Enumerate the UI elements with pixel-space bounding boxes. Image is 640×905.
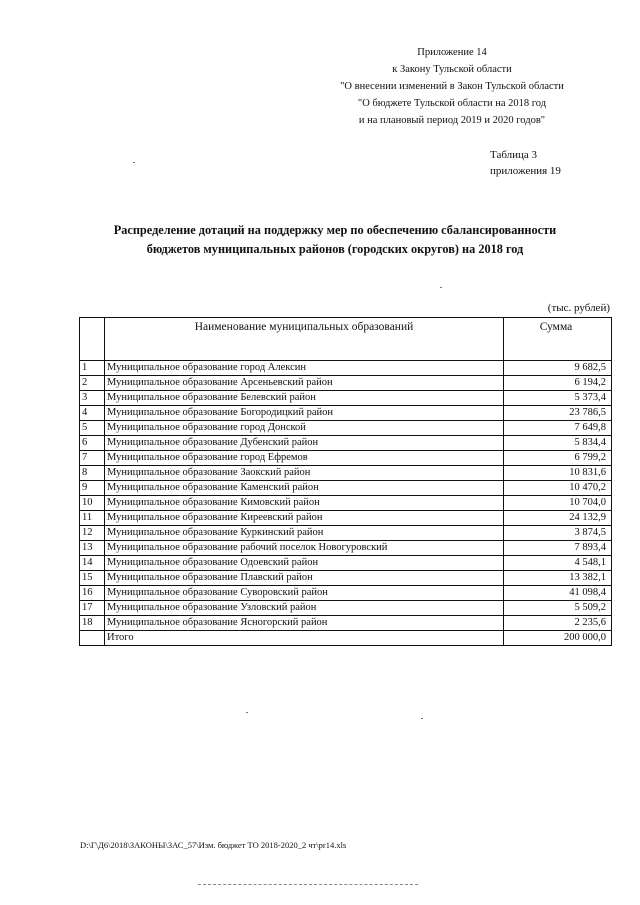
row-sum-cell: 3 874,5 xyxy=(504,526,612,541)
table-reference xyxy=(490,147,610,179)
row-number-cell: 17 xyxy=(80,601,105,616)
table-row xyxy=(80,526,612,541)
row-name-cell: Муниципальное образование город Донской xyxy=(105,421,504,436)
title-line-1: Распределение дотаций на поддержку мер по обеспечению сбалансированности xyxy=(113,223,557,237)
row-name-cell: Муниципальное образование Ясногорский район xyxy=(105,616,504,631)
header-number-cell xyxy=(80,318,105,361)
appendix-line-1: Приложение 14 xyxy=(417,47,487,58)
table-body xyxy=(80,361,612,646)
total-number-cell xyxy=(80,631,105,646)
row-sum-cell: 5 373,4 xyxy=(504,391,612,406)
table-appendix-ref: приложения 19 xyxy=(490,165,561,177)
row-sum-cell: 41 098,4 xyxy=(504,586,612,601)
table-row xyxy=(80,466,612,481)
table-row xyxy=(80,391,612,406)
document-title xyxy=(60,221,610,259)
header-name-cell: Наименование муниципальных образований xyxy=(105,318,504,361)
table-row xyxy=(80,496,612,511)
title-line-2: бюджетов муниципальных районов (городских округов) на 2018 год xyxy=(146,242,524,256)
header-sum-cell: Сумма xyxy=(504,318,612,361)
row-name-cell: Муниципальное образование город Алексин xyxy=(105,361,504,376)
appendix-line-4: "О бюджете Тульской области на 2018 год xyxy=(357,98,547,109)
units-label: (тыс. рублей) xyxy=(547,302,610,314)
row-number-cell: 16 xyxy=(80,586,105,601)
row-number-cell: 8 xyxy=(80,466,105,481)
table-row xyxy=(80,436,612,451)
table-row xyxy=(80,406,612,421)
row-number-cell: 7 xyxy=(80,451,105,466)
scan-speck xyxy=(421,718,423,719)
table-row xyxy=(80,556,612,571)
row-sum-cell: 5 509,2 xyxy=(504,601,612,616)
distribution-table xyxy=(79,317,612,646)
table-row xyxy=(80,541,612,556)
row-name-cell: Муниципальное образование город Ефремов xyxy=(105,451,504,466)
row-number-cell: 9 xyxy=(80,481,105,496)
total-row xyxy=(80,631,612,646)
row-number-cell: 12 xyxy=(80,526,105,541)
row-number-cell: 15 xyxy=(80,571,105,586)
appendix-line-5: и на плановый период 2019 и 2020 годов" xyxy=(358,115,546,126)
table-row xyxy=(80,571,612,586)
row-name-cell: Муниципальное образование Каменский район xyxy=(105,481,504,496)
table-row xyxy=(80,481,612,496)
appendix-header xyxy=(302,44,602,129)
row-sum-cell: 10 470,2 xyxy=(504,481,612,496)
table-row xyxy=(80,361,612,376)
row-sum-cell: 7 893,4 xyxy=(504,541,612,556)
appendix-line-3: "О внесении изменений в Закон Тульской области xyxy=(340,81,564,92)
row-sum-cell: 4 548,1 xyxy=(504,556,612,571)
row-name-cell: Муниципальное образование Богородицкий район xyxy=(105,406,504,421)
table-row xyxy=(80,511,612,526)
table-row xyxy=(80,376,612,391)
file-path: D:\Г\Д6\2018\ЗАКОНЫ\ЗАС_57\Изм. бюджет ТО 2018-2020_2 чт\pr14.xls xyxy=(80,840,347,850)
row-name-cell: Муниципальное образование Кимовский район xyxy=(105,496,504,511)
appendix-line-2: к Закону Тульской области xyxy=(392,64,512,75)
row-sum-cell: 13 382,1 xyxy=(504,571,612,586)
row-sum-cell: 24 132,9 xyxy=(504,511,612,526)
row-number-cell: 14 xyxy=(80,556,105,571)
row-number-cell: 4 xyxy=(80,406,105,421)
row-name-cell: Муниципальное образование Заокский район xyxy=(105,466,504,481)
row-name-cell: Муниципальное образование Белевский район xyxy=(105,391,504,406)
row-name-cell: Муниципальное образование Дубенский район xyxy=(105,436,504,451)
row-name-cell: Муниципальное образование рабочий поселок Новогуровский xyxy=(105,541,504,556)
row-name-cell: Муниципальное образование Узловский район xyxy=(105,601,504,616)
row-number-cell: 2 xyxy=(80,376,105,391)
row-number-cell: 11 xyxy=(80,511,105,526)
row-name-cell: Муниципальное образование Киреевский район xyxy=(105,511,504,526)
row-sum-cell: 9 682,5 xyxy=(504,361,612,376)
table-row xyxy=(80,451,612,466)
table-number: Таблица 3 xyxy=(490,149,538,161)
total-label-cell: Итого xyxy=(105,631,504,646)
total-sum-cell: 200 000,0 xyxy=(504,631,612,646)
row-name-cell: Муниципальное образование Суворовский район xyxy=(105,586,504,601)
row-sum-cell: 10 704,0 xyxy=(504,496,612,511)
row-sum-cell: 2 235,6 xyxy=(504,616,612,631)
row-name-cell: Муниципальное образование Арсеньевский район xyxy=(105,376,504,391)
scan-speck xyxy=(440,287,442,288)
table-row xyxy=(80,586,612,601)
row-sum-cell: 6 799,2 xyxy=(504,451,612,466)
row-number-cell: 18 xyxy=(80,616,105,631)
scan-speck xyxy=(133,162,135,163)
row-number-cell: 3 xyxy=(80,391,105,406)
bottom-scan-line xyxy=(198,884,418,885)
table-row xyxy=(80,421,612,436)
row-number-cell: 5 xyxy=(80,421,105,436)
row-number-cell: 10 xyxy=(80,496,105,511)
row-name-cell: Муниципальное образование Плавский район xyxy=(105,571,504,586)
row-sum-cell: 6 194,2 xyxy=(504,376,612,391)
row-sum-cell: 5 834,4 xyxy=(504,436,612,451)
row-sum-cell: 10 831,6 xyxy=(504,466,612,481)
row-number-cell: 6 xyxy=(80,436,105,451)
row-sum-cell: 23 786,5 xyxy=(504,406,612,421)
row-number-cell: 13 xyxy=(80,541,105,556)
table-row xyxy=(80,616,612,631)
table-header-row xyxy=(80,318,612,361)
scan-speck xyxy=(246,712,248,713)
row-name-cell: Муниципальное образование Одоевский район xyxy=(105,556,504,571)
row-name-cell: Муниципальное образование Куркинский район xyxy=(105,526,504,541)
table-row xyxy=(80,601,612,616)
row-number-cell: 1 xyxy=(80,361,105,376)
row-sum-cell: 7 649,8 xyxy=(504,421,612,436)
